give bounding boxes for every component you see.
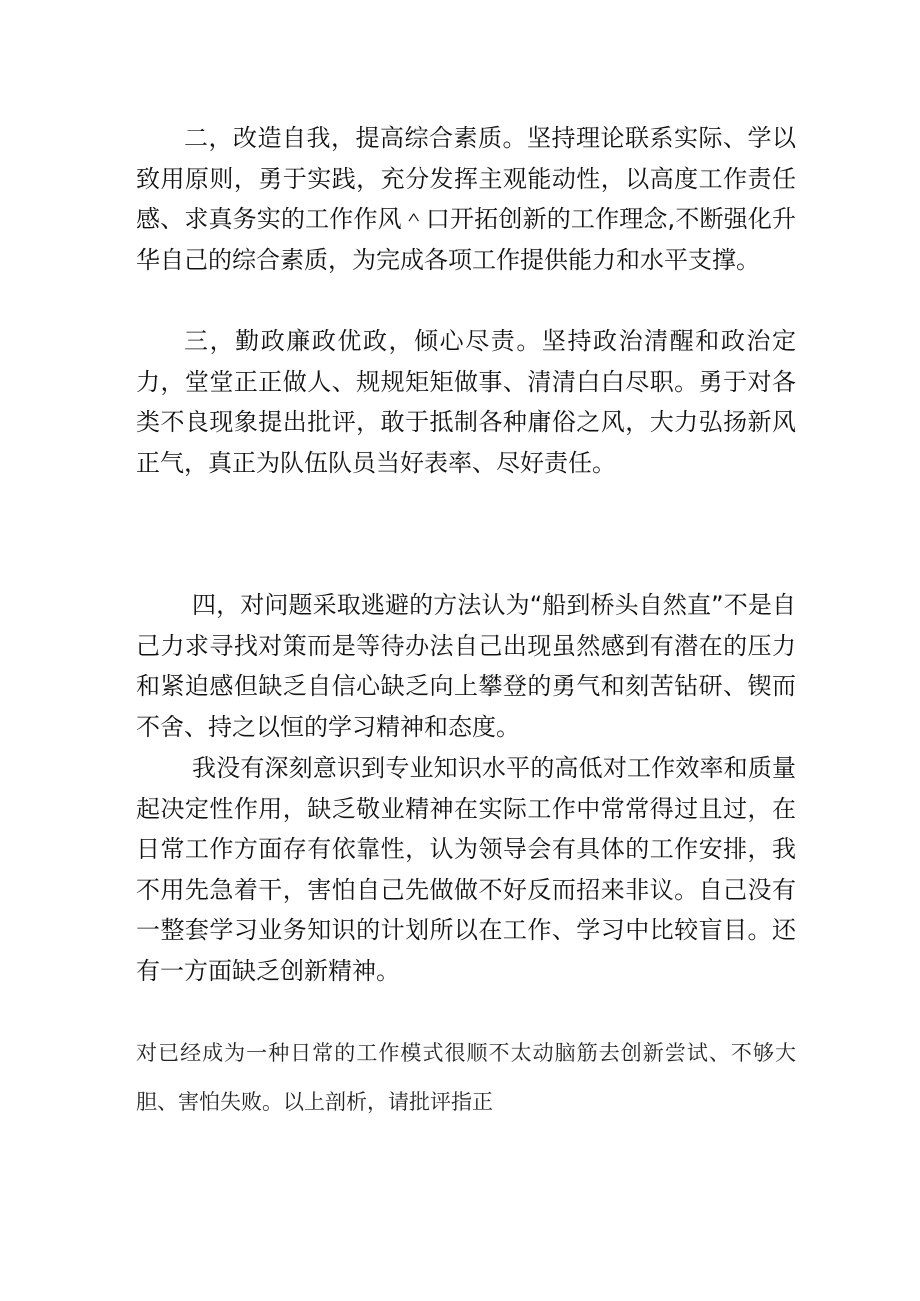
paragraph-6: 对已经成为一种日常的工作模式很顺不太动脑筋去创新尝试、不够大胆、害怕失败。以上剖析，请批评指正: [136, 1041, 796, 1114]
paragraph-5: 我没有深刻意识到专业知识水平的高低对工作效率和质量起决定性作用，缺乏敬业精神在实际工作中常常得过且过，在日常工作方面存有依靠性，认为领导会有具体的工作安排，我不用先急着干，害怕自己先做做不好反而招来非议。自己没有一整套学习业务知识的计划所以在工作、学习中比较盲目。还有一方面缺乏创新精神。: [136, 754, 796, 985]
paragraph-3: 三，勤政廉政优政，倾心尽责。坚持政治清醒和政治定力，堂堂正正做人、规规矩矩做事、清清白白尽职。勇于对各类不良现象提出批评，敢于抵制各种庸俗之风，大力弘扬新风正气，真正为队伍队员当好表率、尽好责任。: [136, 327, 796, 477]
paragraph-4: 四，对问题采取逃避的方法认为“船到桥头自然直”不是自己力求寻找对策而是等待办法自己出现虽然感到有潜在的压力和紧迫感但缺乏自信心缺乏向上攀登的勇气和刻苦钻研、锲而不舍、持之以恒的学习精神和态度。: [136, 591, 796, 741]
paragraph-2: 二，改造自我，提高综合素质。坚持理论联系实际、学以致用原则，勇于实践，充分发挥主观能动性，以高度工作责任感、求真务实的工作作风＾口开拓创新的工作理念,不断强化升华自己的综合素质，为完成各项工作提供能力和水平支撑。: [136, 124, 796, 274]
